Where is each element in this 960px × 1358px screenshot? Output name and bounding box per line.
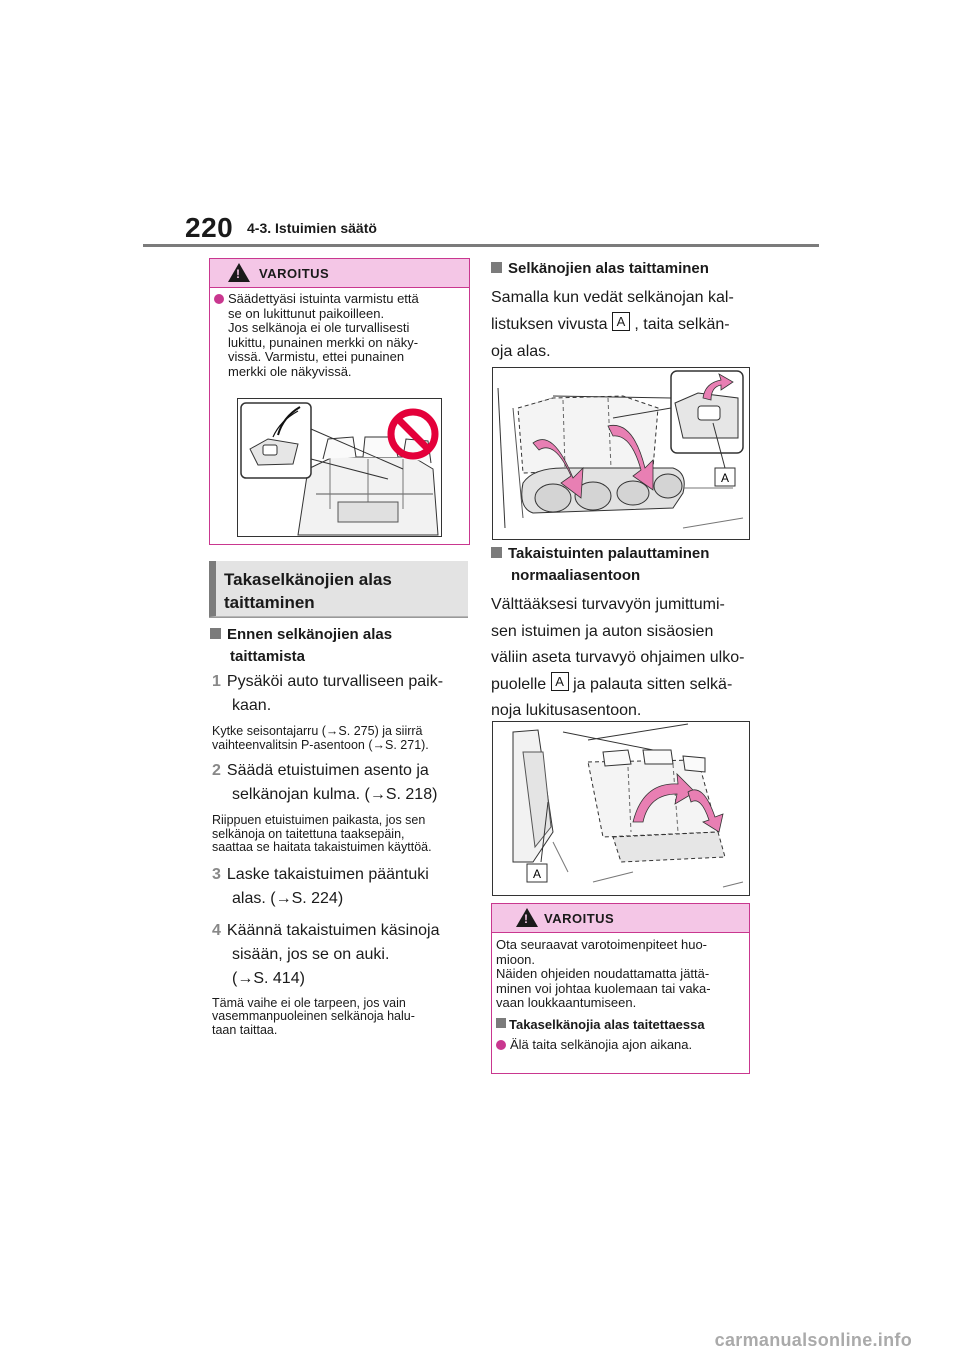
warning-triangle-icon bbox=[516, 908, 538, 927]
warning-header bbox=[492, 904, 749, 933]
warning-label: VAROITUS bbox=[544, 911, 615, 926]
header-rule bbox=[143, 244, 819, 247]
figure-callout-a: A bbox=[720, 471, 730, 485]
warning-bullet: Älä taita selkänojia ajon aikana. bbox=[496, 1038, 746, 1053]
figure-callout-a: A bbox=[532, 867, 542, 881]
callout-a-label: A bbox=[612, 312, 630, 331]
section-title: 4-3. Istuimien säätö bbox=[247, 220, 377, 236]
subheading-restore: Takaistuinten palauttaminen normaaliasentoon bbox=[491, 543, 761, 587]
steps-list bbox=[212, 670, 472, 1037]
step-2: 2 Säädä etuistuimen asento ja selkänojan kulma. (→S. 218) bbox=[212, 762, 438, 803]
warning-triangle-icon bbox=[228, 263, 250, 282]
warning-box-top bbox=[209, 258, 470, 545]
subheading-before-folding: Ennen selkänojien alas taittamista bbox=[210, 624, 470, 668]
bullet-icon bbox=[496, 1040, 506, 1050]
watermark: carmanualsonline.info bbox=[714, 1330, 912, 1350]
step-4-note: Tämä vaihe ei ole tarpeen, jos vain vasemmanpuoleinen selkänoja halu- taan taittaa. bbox=[212, 995, 415, 1037]
warning-header bbox=[210, 259, 469, 288]
seat-warning-figure bbox=[237, 398, 442, 537]
square-bullet-icon bbox=[491, 262, 502, 273]
restore-text: Välttääksesi turvavyön jumittumi- sen istuimen ja auton sisäosien väliin aseta turvavyö ohjaimen ulko- puolelle A ja palauta sitten selkä- noja lukitusasentoon. bbox=[491, 596, 745, 719]
bullet-icon bbox=[214, 294, 224, 304]
section-heading: Takaselkänojien alas taittaminen bbox=[209, 561, 468, 617]
warning-box-bottom bbox=[491, 903, 750, 1074]
folding-text: Samalla kun vedät selkänojan kal- listuksen vivusta A , taita selkän- oja alas. bbox=[491, 289, 734, 360]
callout-a-label: A bbox=[551, 672, 569, 691]
step-4: 4 Käännä takaistuimen käsinoja sisään, jos se on auki. (→S. 414) bbox=[212, 921, 440, 987]
square-bullet-icon bbox=[491, 547, 502, 558]
warning-label: VAROITUS bbox=[259, 266, 330, 281]
step-1: 1 Pysäköi auto turvalliseen paik- kaan. bbox=[212, 673, 444, 714]
fold-seatback-figure bbox=[492, 367, 750, 540]
step-1-note: Kytke seisontajarru (→S. 275) ja siirrä vaihteenvalitsin P-asentoon (→S. 271). bbox=[212, 724, 429, 752]
square-bullet-icon bbox=[210, 628, 221, 639]
step-3: 3 Laske takaistuimen pääntuki alas. (→S. 224) bbox=[212, 865, 429, 907]
step-2-note: Riippuen etuistuimen paikasta, jos sen selkänoja on taitettuna taaksepäin, saattaa se haitata takaistuimen käyttöä. bbox=[212, 813, 432, 854]
warning-text: Säädettyäsi istuinta varmistu että se on lukittunut paikoilleen. Jos selkänoja ei ole turvallisesti lukittu, punainen merkki on näky- vissä. Varmistu, ettei punainen merkki ole näkyvissä. bbox=[214, 292, 464, 379]
page-number: 220 bbox=[185, 212, 234, 243]
restore-seatback-figure bbox=[492, 721, 750, 896]
heading-underline bbox=[209, 617, 468, 618]
warning-subheading: Takaselkänojia alas taitettaessa bbox=[496, 1018, 746, 1033]
subheading-folding: Selkänojien alas taittaminen bbox=[491, 258, 761, 280]
warning-text: Ota seuraavat varotoimenpiteet huo- mioon. Näiden ohjeiden noudattamatta jättä- minen voi johtaa kuolemaan tai vaka- vaan loukkaantumiseen. Takaselkänojia alas taitettaessa Älä taita selkänojia ajon aikana. bbox=[496, 938, 746, 1053]
square-bullet-icon bbox=[496, 1018, 506, 1028]
